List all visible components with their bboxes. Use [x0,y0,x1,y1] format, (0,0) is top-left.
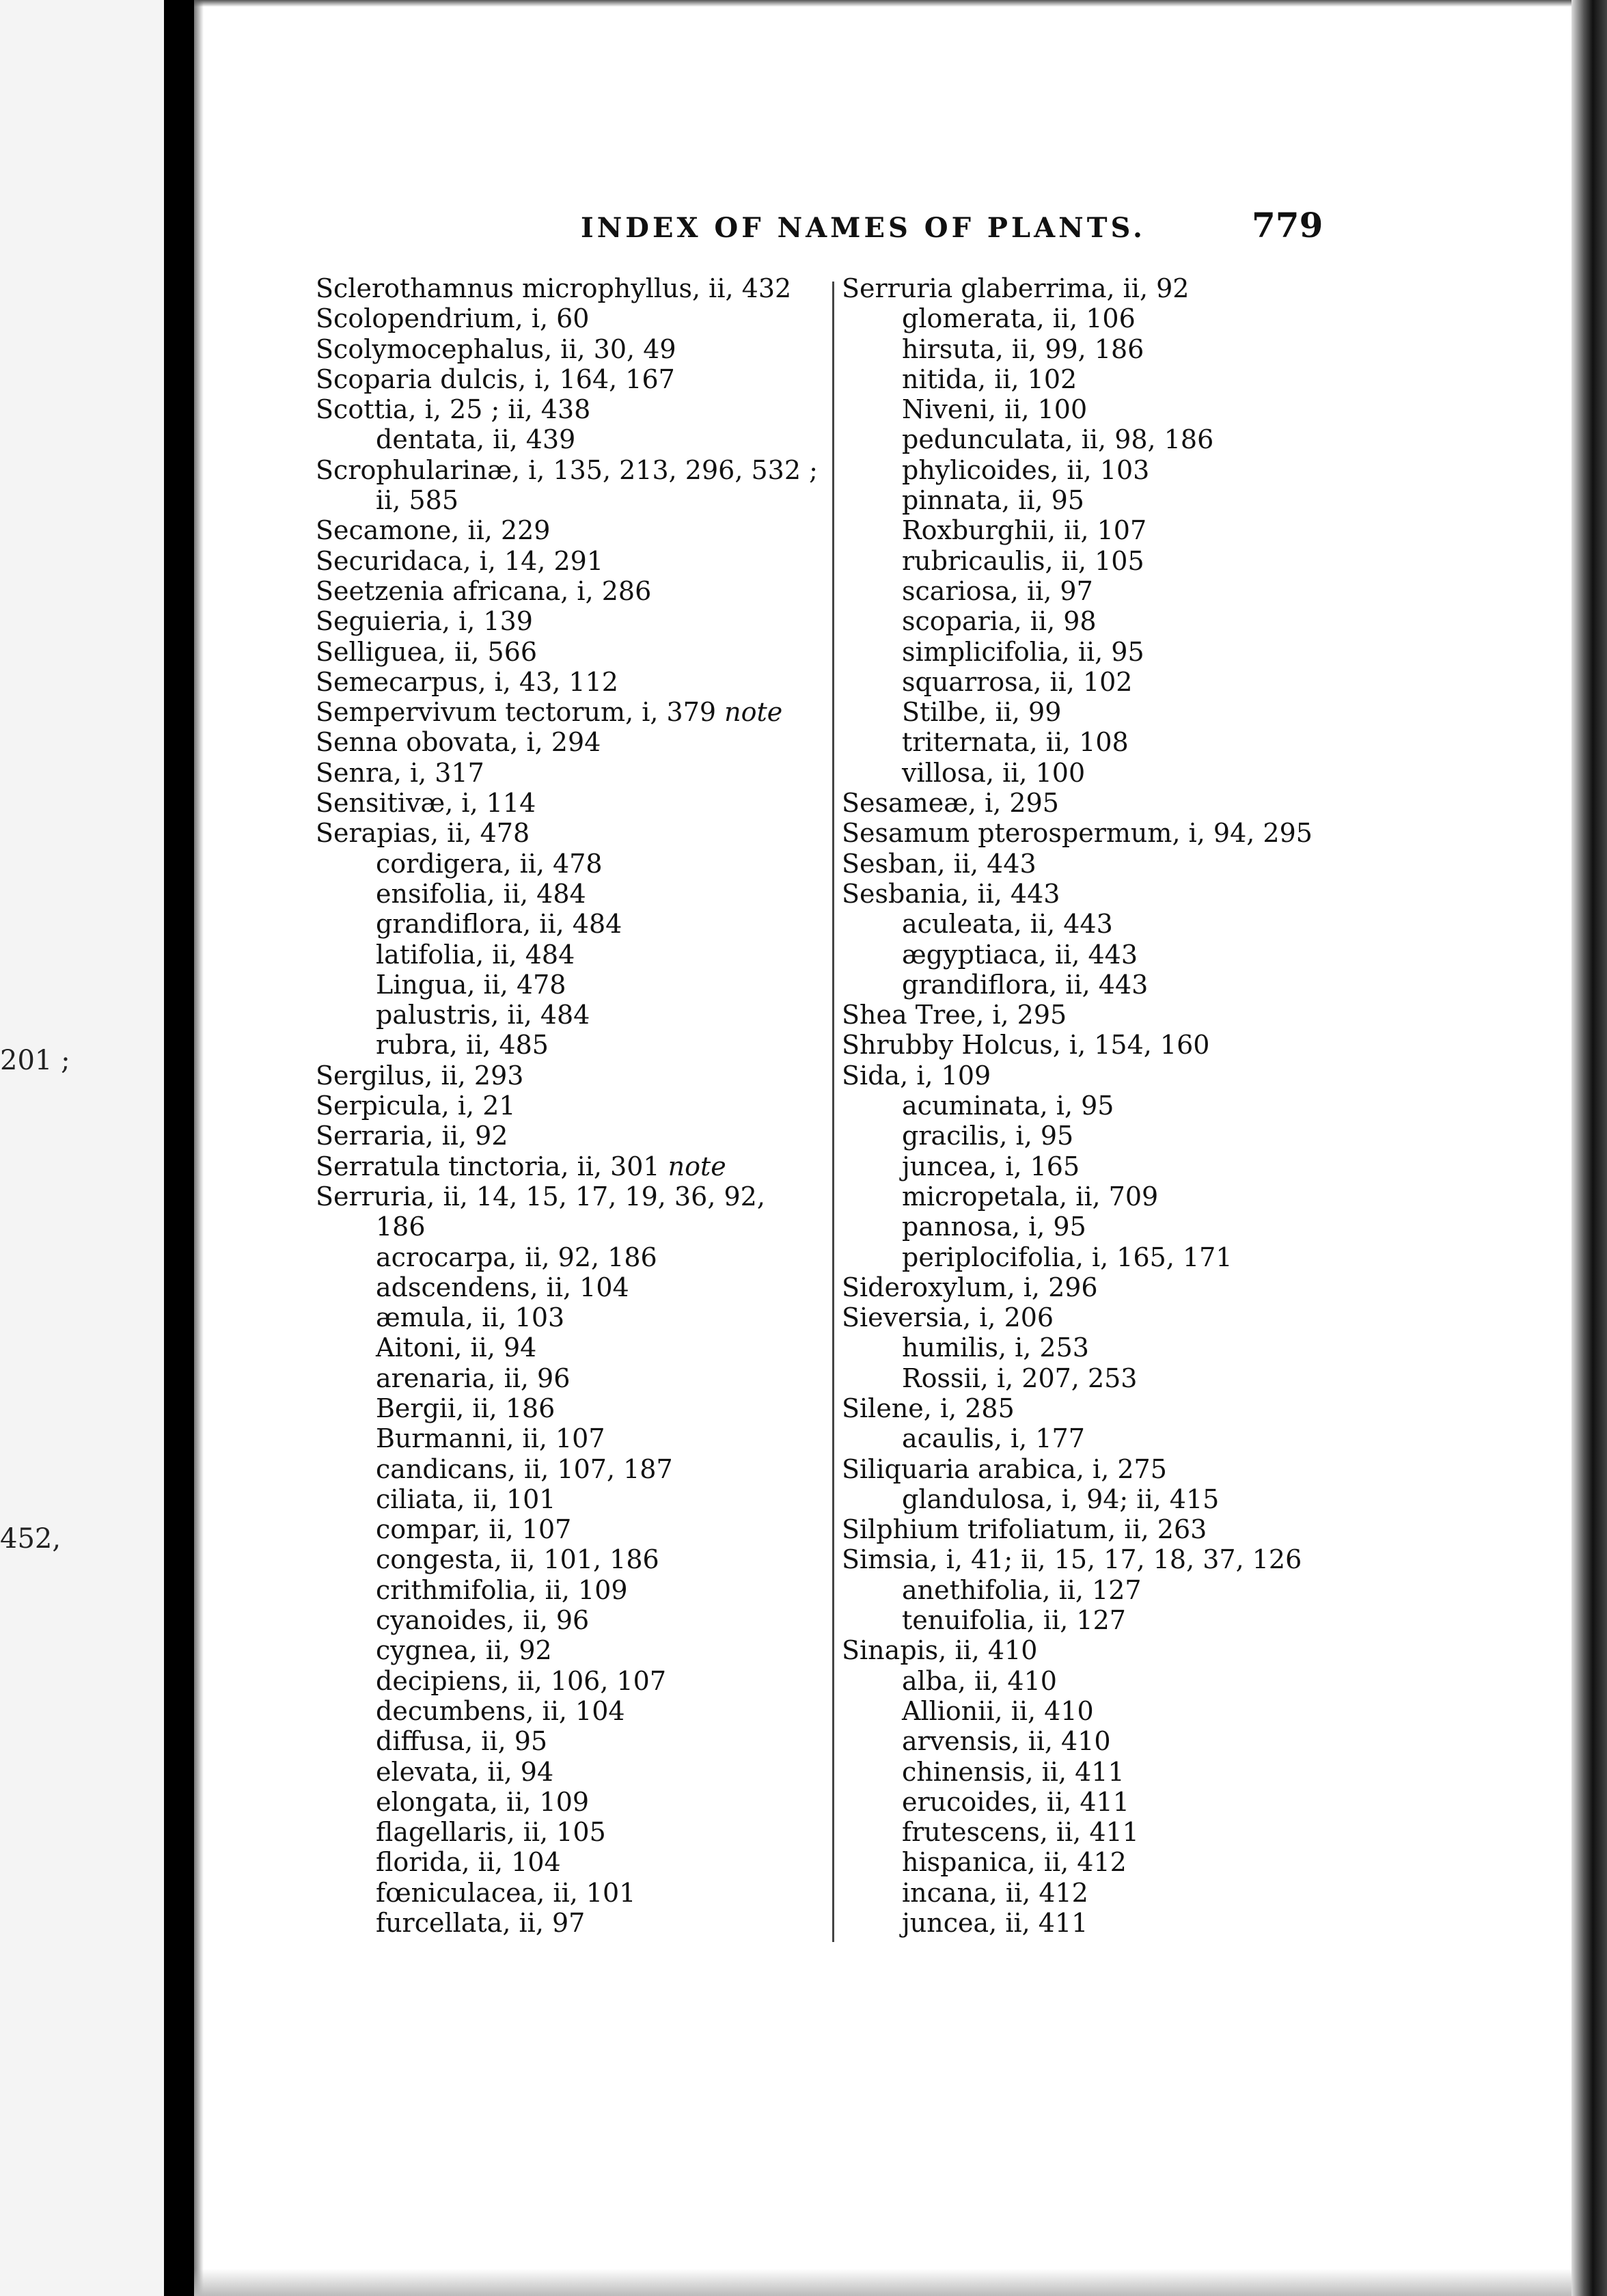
index-subentry: furcellata, ii, 97 [376,1908,586,1939]
index-subentry: juncea, ii, 411 [902,1908,1088,1939]
index-subentry: flagellaris, ii, 105 [376,1817,606,1848]
index-subentry: Niveni, ii, 100 [902,394,1088,425]
index-entry: Serratula tinctoria, ii, 301 note [316,1151,726,1181]
index-subentry: Rossii, i, 207, 253 [902,1363,1138,1393]
index-entry: Shea Tree, i, 295 [842,1000,1067,1030]
index-subentry: dentata, ii, 439 [376,424,576,455]
index-entry: Silene, i, 285 [842,1393,1015,1423]
index-subentry: arenaria, ii, 96 [376,1363,571,1393]
index-subentry: hirsuta, ii, 99, 186 [902,333,1144,364]
index-subentry: congesta, ii, 101, 186 [376,1544,659,1575]
index-subentry: Bergii, ii, 186 [376,1393,555,1423]
index-subentry: decumbens, ii, 104 [376,1695,625,1726]
index-entry: Serruria glaberrima, ii, 92 [842,273,1190,303]
index-subentry: scariosa, ii, 97 [902,575,1093,606]
index-subentry: pannosa, i, 95 [902,1212,1086,1242]
index-subentry: cyanoides, ii, 96 [376,1605,590,1636]
previous-page-fragment: 201 ; [0,1045,70,1076]
index-subentry: diffusa, ii, 95 [376,1726,548,1757]
index-entry: Serpicula, i, 21 [316,1091,516,1121]
index-subentry: gracilis, i, 95 [902,1121,1074,1151]
index-subentry: frutescens, ii, 411 [902,1817,1139,1848]
index-subentry: cordigera, ii, 478 [376,848,603,879]
index-subentry: elongata, ii, 109 [376,1786,590,1817]
index-subentry: triternata, ii, 108 [902,727,1129,758]
index-entry: Scolymocephalus, ii, 30, 49 [316,333,676,364]
index-entry: Sergilus, ii, 293 [316,1060,524,1091]
page-number: 779 [1252,205,1323,245]
index-subentry: grandiflora, ii, 443 [902,969,1149,1000]
index-entry: Sesameæ, i, 295 [842,788,1059,819]
index-subentry: humilis, i, 253 [902,1332,1089,1363]
index-subentry: Allionii, ii, 410 [902,1695,1094,1726]
index-subentry: pedunculata, ii, 98, 186 [902,424,1214,455]
index-subentry: glandulosa, i, 94; ii, 415 [902,1484,1220,1514]
index-subentry: simplicifolia, ii, 95 [902,636,1144,667]
index-subentry: anethifolia, ii, 127 [902,1574,1142,1605]
page-top-edge [194,0,1571,7]
index-entry: Selliguea, ii, 566 [316,636,538,667]
index-entry: Silphium trifoliatum, ii, 263 [842,1514,1207,1545]
index-entry: Scoparia dulcis, i, 164, 167 [316,364,675,394]
index-subentry: chinensis, ii, 411 [902,1756,1125,1787]
index-subentry: ensifolia, ii, 484 [376,878,586,909]
page-right-edge [1571,0,1607,2296]
index-subentry: Lingua, ii, 478 [376,969,566,1000]
index-entry: Shrubby Holcus, i, 154, 160 [842,1030,1210,1061]
index-entry: Siliquaria arabica, i, 275 [842,1453,1167,1484]
column-divider [832,282,834,1942]
index-entry: Scottia, i, 25 ; ii, 438 [316,394,591,425]
index-subentry: acrocarpa, ii, 92, 186 [376,1242,657,1272]
index-subentry: florida, ii, 104 [376,1847,561,1878]
index-entry: Sesamum pterospermum, i, 94, 295 [842,818,1313,849]
index-subentry: acuminata, i, 95 [902,1091,1114,1121]
index-subentry: pinnata, ii, 95 [902,485,1084,516]
index-subentry: adscendens, ii, 104 [376,1272,629,1302]
index-subentry: palustris, ii, 484 [376,1000,590,1030]
index-subentry: Aitoni, ii, 94 [376,1332,537,1363]
index-subentry: scoparia, ii, 98 [902,606,1097,637]
index-entry: Sclerothamnus microphyllus, ii, 432 [316,273,792,303]
page-bottom-edge [194,2269,1571,2296]
index-entry: Sinapis, ii, 410 [842,1635,1038,1666]
index-subentry: periplocifolia, i, 165, 171 [902,1242,1233,1272]
index-entry: Sempervivum tectorum, i, 379 note [316,697,783,728]
index-entry: Senra, i, 317 [316,757,484,788]
index-subentry: 186 [376,1212,426,1242]
binding-shadow [194,0,204,2296]
index-subentry: aculeata, ii, 443 [902,909,1113,940]
index-entry: Sesban, ii, 443 [842,848,1036,879]
index-entry: Sida, i, 109 [842,1060,991,1091]
index-entry: Scolopendrium, i, 60 [316,303,590,334]
index-entry: Serapias, ii, 478 [316,818,530,849]
index-entry: Securidaca, i, 14, 291 [316,545,604,576]
index-subentry: arvensis, ii, 410 [902,1726,1111,1757]
index-entry: Sesbania, ii, 443 [842,878,1060,909]
index-entry: Seetzenia africana, i, 286 [316,575,652,606]
index-subentry: juncea, i, 165 [902,1151,1080,1181]
index-subentry: acaulis, i, 177 [902,1423,1085,1454]
index-entry: Scrophularinæ, i, 135, 213, 296, 532 ; [316,454,818,485]
index-subentry: cygnea, ii, 92 [376,1635,552,1666]
index-column-left [316,273,821,1938]
index-subentry: ii, 585 [376,485,458,516]
index-subentry: crithmifolia, ii, 109 [376,1574,628,1605]
index-subentry: fœniculacea, ii, 101 [376,1877,636,1908]
book-binding [164,0,194,2296]
index-subentry: hispanica, ii, 412 [902,1847,1127,1878]
index-entry: Serruria, ii, 14, 15, 17, 19, 36, 92, [316,1181,765,1212]
index-entry: Serraria, ii, 92 [316,1121,508,1151]
index-subentry: phylicoides, ii, 103 [902,454,1150,485]
index-subentry: grandiflora, ii, 484 [376,909,622,940]
index-subentry: Burmanni, ii, 107 [376,1423,605,1454]
index-entry: Sideroxylum, i, 296 [842,1272,1098,1302]
index-subentry: micropetala, ii, 709 [902,1181,1159,1212]
previous-page-margin [0,0,176,2296]
previous-page-fragment: 452, [0,1523,61,1555]
index-subentry: rubra, ii, 485 [376,1030,549,1061]
index-subentry: Roxburghii, ii, 107 [902,515,1147,546]
index-subentry: erucoides, ii, 411 [902,1786,1129,1817]
index-subentry: rubricaulis, ii, 105 [902,545,1144,576]
index-subentry: compar, ii, 107 [376,1514,572,1545]
index-entry: Semecarpus, i, 43, 112 [316,666,618,697]
index-subentry: decipiens, ii, 106, 107 [376,1665,667,1696]
running-header: INDEX OF NAMES OF PLANTS. [581,212,1146,244]
index-subentry: ciliata, ii, 101 [376,1484,556,1514]
index-subentry: ægyptiaca, ii, 443 [902,939,1138,970]
index-subentry: elevata, ii, 94 [376,1756,554,1787]
index-subentry: squarrosa, ii, 102 [902,666,1133,697]
index-column-right [842,273,1566,1938]
index-entry: Seguieria, i, 139 [316,606,533,637]
index-subentry: nitida, ii, 102 [902,364,1077,394]
index-entry: Secamone, ii, 229 [316,515,551,546]
index-subentry: incana, ii, 412 [902,1877,1088,1908]
index-subentry: æmula, ii, 103 [376,1302,565,1333]
index-entry: Sieversia, i, 206 [842,1302,1054,1333]
index-subentry: tenuifolia, ii, 127 [902,1605,1126,1636]
index-subentry: villosa, ii, 100 [902,757,1086,788]
index-subentry: alba, ii, 410 [902,1665,1057,1696]
index-subentry: glomerata, ii, 106 [902,303,1136,334]
index-subentry: candicans, ii, 107, 187 [376,1453,673,1484]
index-entry: Sensitivæ, i, 114 [316,788,536,819]
index-entry: Simsia, i, 41; ii, 15, 17, 18, 37, 126 [842,1544,1302,1575]
index-entry: Senna obovata, i, 294 [316,727,601,758]
index-subentry: latifolia, ii, 484 [376,939,575,970]
index-subentry: Stilbe, ii, 99 [902,697,1062,728]
